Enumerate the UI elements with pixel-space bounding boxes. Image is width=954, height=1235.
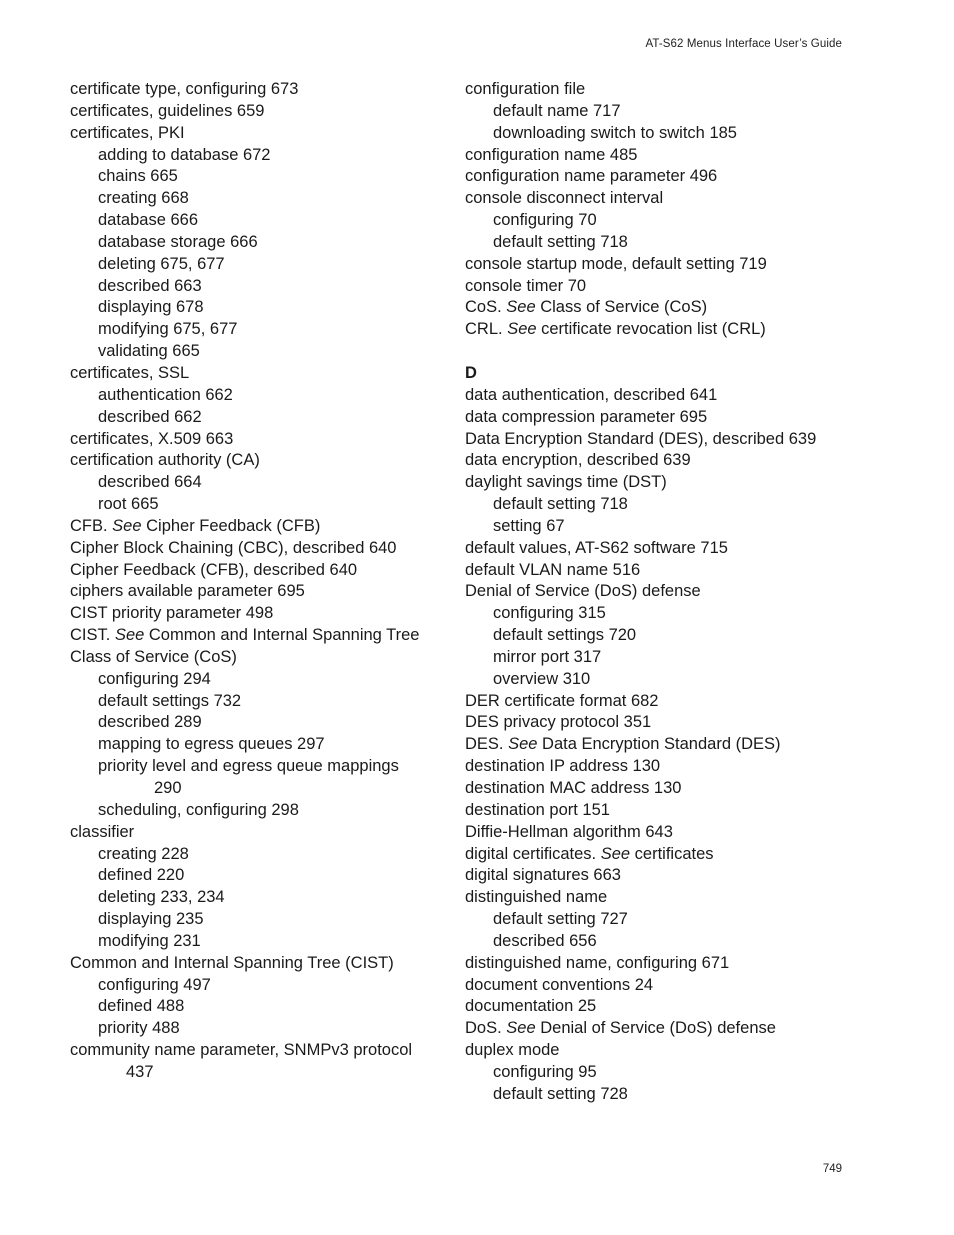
index-subentry [70,975,450,997]
entry-text: displaying 235 [98,910,204,929]
entry-text: CIST. [70,626,115,645]
index-entry [465,450,845,472]
index-entry [465,822,845,844]
entry-text: database 666 [98,211,199,230]
index-subentry [465,669,845,691]
see-target: certificates [630,844,714,863]
index-subentry [70,188,450,210]
index-subentry [70,844,450,866]
see-target: certificate revocation list (CRL) [536,320,766,339]
entry-text: DES. [465,735,509,754]
index-entry [465,844,845,866]
entry-text: certificate type, configuring 673 [70,80,299,98]
entry-text: certificates, PKI [70,123,185,142]
index-subentry [465,210,845,232]
entry-text: CFB. [70,516,113,535]
entry-text: deleting 233, 234 [98,888,225,907]
index-subentry [465,647,845,669]
entry-text: Class of Service (CoS) [70,647,237,666]
entry-text: database storage 666 [98,232,258,251]
entry-text: Diffie-Hellman algorithm 643 [465,822,673,841]
see-target: Denial of Service (DoS) defense [535,1019,776,1038]
index-subentry [465,1084,845,1106]
index-subentry [70,996,450,1018]
index-entry [465,429,845,451]
index-entry [465,756,845,778]
index-entry [465,865,845,887]
index-subentry [70,254,450,276]
index-entry [465,188,845,210]
entry-text: DER certificate format 682 [465,691,659,710]
entry-text: modifying 231 [98,931,201,950]
entry-text: CRL. [465,320,508,339]
index-subentry [70,385,450,407]
index-subentry [70,931,450,953]
index-entry [465,734,845,756]
entry-text: described 663 [98,276,202,295]
entry-text: daylight savings time (DST) [465,473,667,492]
entry-text: ciphers available parameter 695 [70,582,305,601]
entry-text: classifier [70,822,135,841]
index-subentry [70,712,450,734]
index-entry [465,166,845,188]
entry-text: default setting 718 [493,232,628,251]
index-subentry [70,210,450,232]
see-reference: See [114,626,145,645]
entry-text: creating 228 [98,844,189,863]
entry-text: Cipher Block Chaining (CBC), described 640 [70,538,397,557]
index-entry [465,145,845,167]
entry-text: certificates, guidelines 659 [70,101,265,120]
index-entry [465,996,845,1018]
index-entry [465,538,845,560]
index-subentry [70,756,450,778]
see-reference: See [507,320,537,339]
index-entry [70,560,450,582]
index-subentry [70,909,450,931]
entry-text: data authentication, described 641 [465,385,718,404]
index-entry [70,123,450,145]
index-entry [465,472,845,494]
entry-text: documentation 25 [465,997,597,1016]
entry-text: scheduling, configuring 298 [98,800,299,819]
entry-text: mapping to egress queues 297 [98,735,325,754]
index-subentry [465,516,845,538]
index-entry [465,975,845,997]
entry-text: 437 [126,1062,154,1081]
index-entry [465,1018,845,1040]
index-entry [70,647,450,669]
index-entry [465,800,845,822]
index-entry [465,1040,845,1062]
entry-text: community name parameter, SNMPv3 protocol [70,1041,413,1060]
entry-text: configuring 95 [493,1062,597,1081]
index-entry [70,625,450,647]
index-entry [70,822,450,844]
index-column-right [465,79,845,1106]
index-subentry [70,319,450,341]
entry-text: deleting 675, 677 [98,254,225,273]
index-subentry [70,472,450,494]
index-entry [465,254,845,276]
entry-text: validating 665 [98,342,200,361]
index-entry [70,1040,450,1062]
entry-text: configuring 315 [493,604,606,623]
entry-text: Cipher Feedback (CFB), described 640 [70,560,358,579]
entry-text: configuring 294 [98,669,211,688]
index-subentry [465,603,845,625]
index-subentry [465,232,845,254]
entry-text: defined 488 [98,997,185,1016]
index-entry [70,450,450,472]
index-entry [70,603,450,625]
index-subentry [465,123,845,145]
index-entry [70,581,450,603]
page-number: 749 [822,1163,842,1175]
see-reference: See [600,844,631,863]
entry-text: default settings 732 [98,691,242,710]
index-entry [465,712,845,734]
entry-text: distinguished name [465,888,608,907]
index-entry [70,363,450,385]
entry-text: D [465,363,477,382]
entry-text: CoS. [465,298,507,317]
entry-text: configuring 70 [493,211,597,230]
index-letter-heading [465,363,845,385]
index-subentry [465,625,845,647]
entry-text: default settings 720 [493,626,637,645]
entry-text: described 662 [98,407,202,426]
index-subentry [70,691,450,713]
see-target: Data Encryption Standard (DES) [537,735,781,754]
index-entry [70,516,450,538]
entry-text: default setting 727 [493,910,628,929]
index-entry [70,79,450,101]
entry-text: Denial of Service (DoS) defense [465,582,701,601]
entry-text: destination MAC address 130 [465,779,682,797]
entry-text: DES privacy protocol 351 [465,713,652,732]
index-entry [70,429,450,451]
entry-text: default VLAN name 516 [465,560,641,579]
entry-text: digital signatures 663 [465,866,621,885]
entry-text: default name 717 [493,101,621,120]
see-target: Class of Service (CoS) [535,298,708,317]
index-subentry [70,734,450,756]
entry-text: Common and Internal Spanning Tree (CIST) [70,953,394,972]
entry-text: configuration name 485 [465,145,638,164]
index-entry [70,953,450,975]
index-subentry [70,1018,450,1040]
see-reference: See [112,516,142,535]
index-column-left [70,79,450,1084]
entry-text: data compression parameter 695 [465,407,708,426]
entry-text: configuration name parameter 496 [465,167,718,186]
index-subentry [465,494,845,516]
entry-text: authentication 662 [98,385,233,404]
entry-text: described 656 [493,931,597,950]
entry-text: console startup mode, default setting 719 [465,254,767,273]
entry-text: CIST priority parameter 498 [70,604,274,623]
entry-text: digital certificates. [465,844,601,863]
index-subentry [465,101,845,123]
entry-text: priority 488 [98,1019,180,1038]
index-entry [465,691,845,713]
running-header: AT-S62 Menus Interface User’s Guide [645,38,842,50]
index-entry [465,778,845,800]
entry-text: document conventions 24 [465,975,654,994]
index-entry-continuation [70,778,450,800]
index-subentry [70,494,450,516]
entry-text: mirror port 317 [493,647,602,666]
entry-text: default values, AT-S62 software 715 [465,538,728,557]
entry-text: certification authority (CA) [70,451,260,470]
index-subentry [465,931,845,953]
index-entry [465,560,845,582]
entry-text: described 664 [98,473,202,492]
entry-text: distinguished name, configuring 671 [465,953,730,972]
index-subentry [70,232,450,254]
entry-text: overview 310 [493,669,591,688]
entry-text: default setting 718 [493,495,628,514]
index-subentry [70,297,450,319]
entry-text: configuring 497 [98,975,211,994]
index-subentry [70,166,450,188]
entry-text: certificates, SSL [70,363,190,382]
see-target: Common and Internal Spanning Tree [144,626,420,645]
index-entry-continuation [70,1062,450,1084]
index-entry [465,319,845,341]
index-subentry [465,909,845,931]
entry-text: described 289 [98,713,202,732]
entry-text: 290 [154,779,182,797]
entry-text: destination IP address 130 [465,757,661,776]
index-subentry [70,341,450,363]
index-subentry [70,800,450,822]
entry-text: console disconnect interval [465,189,664,208]
index-subentry [70,145,450,167]
index-subentry [70,276,450,298]
entry-text: DoS. [465,1019,507,1038]
index-entry [465,297,845,319]
index-entry [465,887,845,909]
index-entry [70,538,450,560]
entry-text: certificates, X.509 663 [70,429,234,448]
index-subentry [70,407,450,429]
entry-text: console timer 70 [465,276,587,295]
entry-text: Data Encryption Standard (DES), described 639 [465,429,817,448]
index-subentry [70,865,450,887]
entry-text: data encryption, described 639 [465,451,691,470]
index-subentry [465,1062,845,1084]
entry-text: defined 220 [98,866,185,885]
index-entry [465,953,845,975]
entry-text: adding to database 672 [98,145,271,164]
index-entry [465,407,845,429]
index-entry [465,385,845,407]
see-target: Cipher Feedback (CFB) [141,516,321,535]
see-reference: See [508,735,538,754]
entry-text: displaying 678 [98,298,204,317]
entry-text: default setting 728 [493,1084,628,1103]
entry-text: downloading switch to switch 185 [493,123,737,142]
see-reference: See [506,1019,536,1038]
entry-text: setting 67 [493,516,565,535]
entry-text: root 665 [98,495,159,514]
index-subentry [70,669,450,691]
entry-text: modifying 675, 677 [98,320,238,339]
index-entry [465,581,845,603]
see-reference: See [506,298,536,317]
entry-text: priority level and egress queue mappings [98,757,399,776]
entry-text: creating 668 [98,189,189,208]
entry-text: configuration file [465,80,586,98]
entry-text: duplex mode [465,1041,560,1060]
index-entry [70,101,450,123]
index-entry [465,79,845,101]
index-subentry [70,887,450,909]
entry-text: destination port 151 [465,800,610,819]
entry-text: chains 665 [98,167,178,186]
index-entry [465,276,845,298]
